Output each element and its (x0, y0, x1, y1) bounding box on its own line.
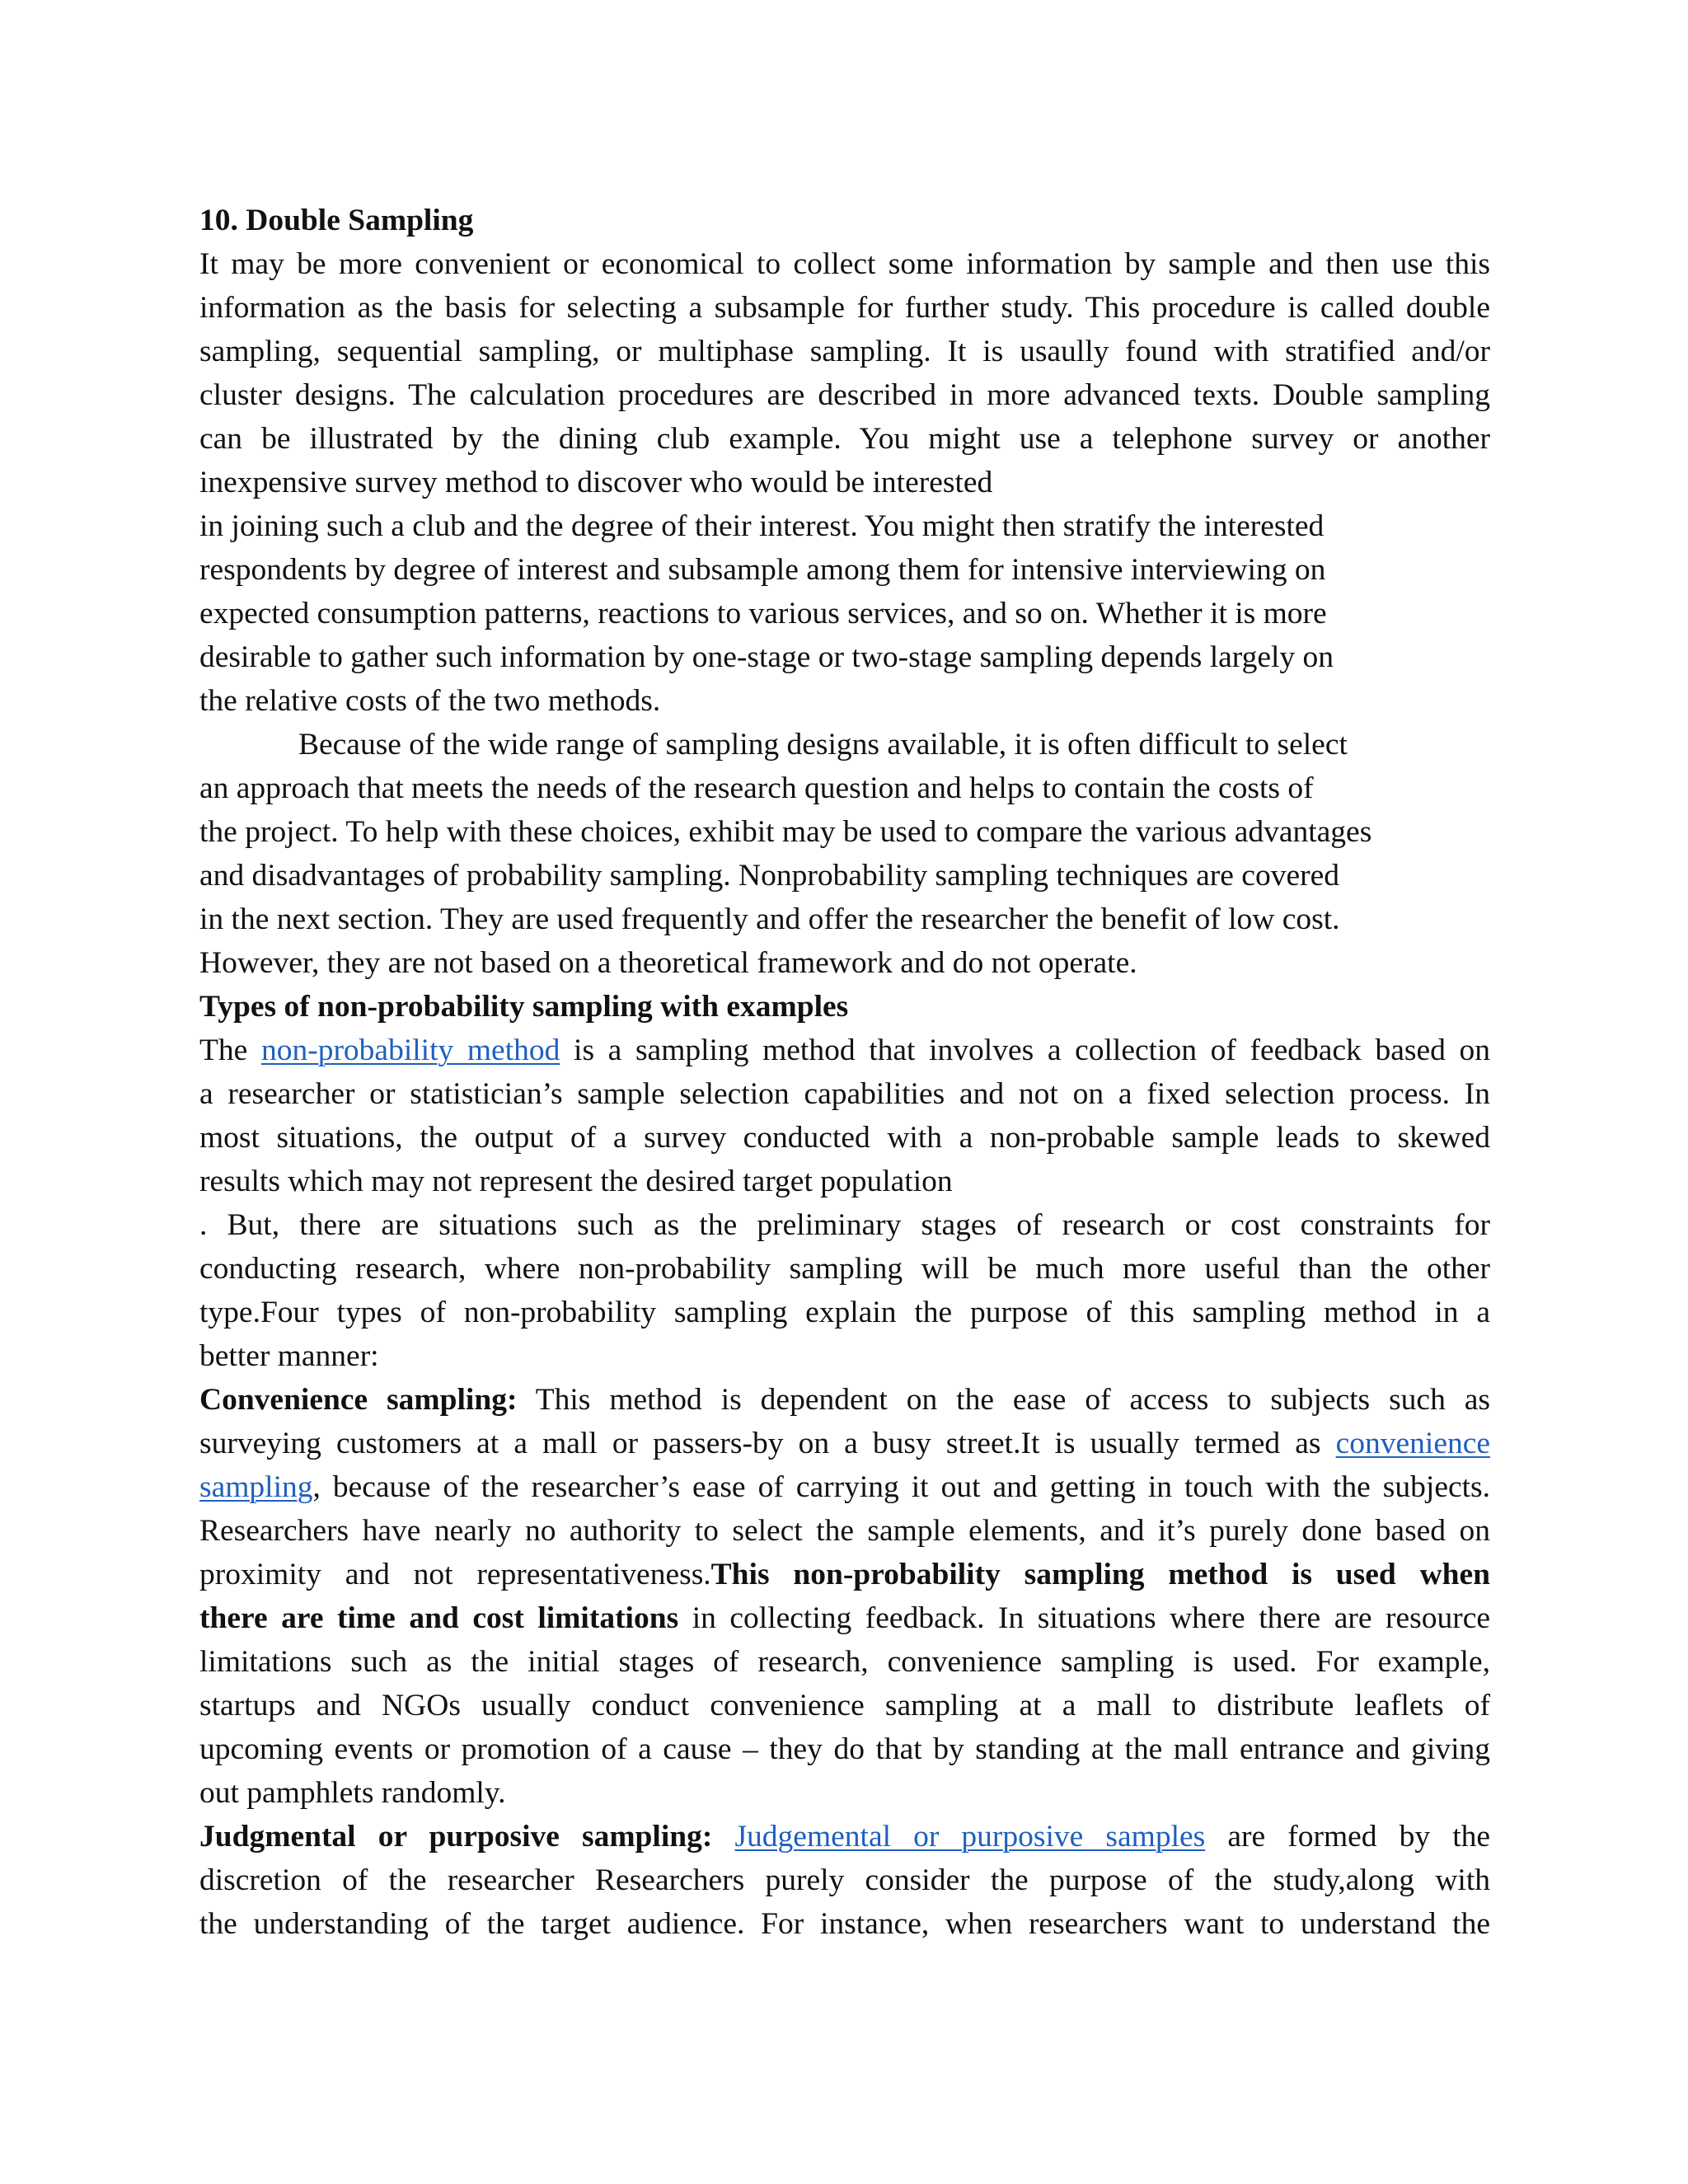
text-fragment: surveying customers at a mall or passers-by on a busy street.It is usually termed as (199, 1427, 1336, 1460)
text-line: information as the basis for selecting a subsample for further study. This procedure is called double (199, 291, 1490, 325)
paragraph-convenience-sampling (199, 1378, 1490, 1815)
text-line: the project. To help with these choices, exhibit may be used to compare the various advantages (199, 815, 1372, 849)
text-line (199, 1422, 1490, 1465)
text-line: in joining such a club and the degree of their interest. You might then stratify the interested (199, 509, 1325, 543)
text-line: the relative costs of the two methods. (199, 684, 661, 718)
text-line: discretion of the researcher Researchers purely consider the purpose of the study,along with (199, 1863, 1490, 1897)
text-line: respondents by degree of interest and subsample among them for intensive interviewing on (199, 553, 1326, 587)
text-line (199, 1029, 1490, 1072)
text-line: better manner: (199, 1339, 379, 1373)
text-fragment: proximity and not representativeness. (199, 1558, 711, 1591)
text-line: type.Four types of non-probability sampling explain the purpose of this sampling method in a (199, 1296, 1490, 1329)
text-fragment: is a sampling method that involves a collection of feedback based on (560, 1033, 1490, 1067)
text-line: expected consumption patterns, reactions to various services, and so on. Whether it is more (199, 597, 1327, 630)
judgmental-sampling-label: Judgmental or purposive sampling: (199, 1820, 713, 1854)
text-line: results which may not represent the desired target population (199, 1165, 953, 1198)
text-line (199, 1465, 1490, 1509)
text-fragment: in collecting feedback. In situations where there are resource (678, 1601, 1490, 1635)
paragraph-sampling-designs (199, 723, 1490, 985)
text-line: out pamphlets randomly. (199, 1776, 506, 1810)
text-line: most situations, the output of a survey conducted with a non-probable sample leads to skewed (199, 1121, 1490, 1155)
text-line: sampling, sequential sampling, or multiphase sampling. It is usaully found with stratified and/or (199, 335, 1490, 368)
text-line (199, 1815, 1490, 1858)
text-line: in the next section. They are used frequently and offer the researcher the benefit of low cost. (199, 902, 1340, 936)
text-fragment: , because of the researcher’s ease of carrying it out and getting in touch with the subjects. (312, 1470, 1490, 1504)
text-line: can be illustrated by the dining club example. You might use a telephone survey or another (199, 422, 1490, 456)
section-heading-double-sampling: 10. Double Sampling (199, 204, 474, 237)
text-line: Because of the wide range of sampling designs available, it is often difficult to select (298, 728, 1348, 762)
text-line: It may be more convenient or economical to collect some information by sample and then use this (199, 247, 1490, 281)
bold-emphasis: there are time and cost limitations (199, 1601, 679, 1635)
non-probability-method-link[interactable]: non-probability method (260, 1033, 560, 1067)
document-body (199, 199, 1490, 1946)
text-line: an approach that meets the needs of the research question and helps to contain the costs of (199, 771, 1314, 805)
paragraph-judgmental-sampling (199, 1815, 1490, 1946)
text-line: limitations such as the initial stages of research, convenience sampling is used. For example, (199, 1645, 1490, 1679)
text-line: desirable to gather such information by one-stage or two-stage sampling depends largely on (199, 640, 1334, 674)
text-line (199, 1553, 1490, 1596)
paragraph-dining-club-example (199, 504, 1490, 723)
paragraph-non-probability-usefulness (199, 1203, 1490, 1378)
bold-emphasis: This non-probability sampling method is used when (710, 1558, 1491, 1591)
text-line (199, 1378, 1490, 1422)
text-line: the understanding of the target audience. For instance, when researchers want to understand the (199, 1907, 1490, 1941)
text-line: inexpensive survey method to discover who would be interested (199, 466, 993, 499)
text-line: cluster designs. The calculation procedures are described in more advanced texts. Double sampling (199, 378, 1490, 412)
text-line: and disadvantages of probability sampling. Nonprobability sampling techniques are covered (199, 859, 1339, 893)
text-line: However, they are not based on a theoretical framework and do not operate. (199, 946, 1137, 980)
text-line: Researchers have nearly no authority to select the sample elements, and it’s purely done based on (199, 1514, 1490, 1548)
text-fragment: The (199, 1033, 261, 1067)
convenience-sampling-label: Convenience sampling: (199, 1383, 518, 1417)
convenience-sampling-link-continued[interactable]: sampling (199, 1470, 313, 1504)
text-fragment: are formed by the (1205, 1820, 1491, 1854)
convenience-sampling-link[interactable]: convenience (1335, 1427, 1490, 1460)
judgemental-purposive-samples-link[interactable]: Judgemental or purposive samples (734, 1820, 1206, 1854)
text-line: upcoming events or promotion of a cause – they do that by standing at the mall entrance and giving (199, 1732, 1490, 1766)
section-heading-non-probability-types: Types of non-probability sampling with examples (199, 990, 849, 1024)
text-line: a researcher or statistician’s sample selection capabilities and not on a fixed selection process. In (199, 1077, 1490, 1111)
paragraph-double-sampling-intro (199, 242, 1490, 504)
text-line: . But, there are situations such as the preliminary stages of research or cost constraints for (199, 1208, 1490, 1242)
text-line: conducting research, where non-probability sampling will be much more useful than the other (199, 1252, 1490, 1286)
text-line: startups and NGOs usually conduct convenience sampling at a mall to distribute leaflets of (199, 1689, 1490, 1722)
text-fragment: This method is dependent on the ease of access to subjects such as (517, 1383, 1490, 1417)
text-line (199, 1596, 1490, 1640)
paragraph-non-probability-definition (199, 1029, 1490, 1203)
